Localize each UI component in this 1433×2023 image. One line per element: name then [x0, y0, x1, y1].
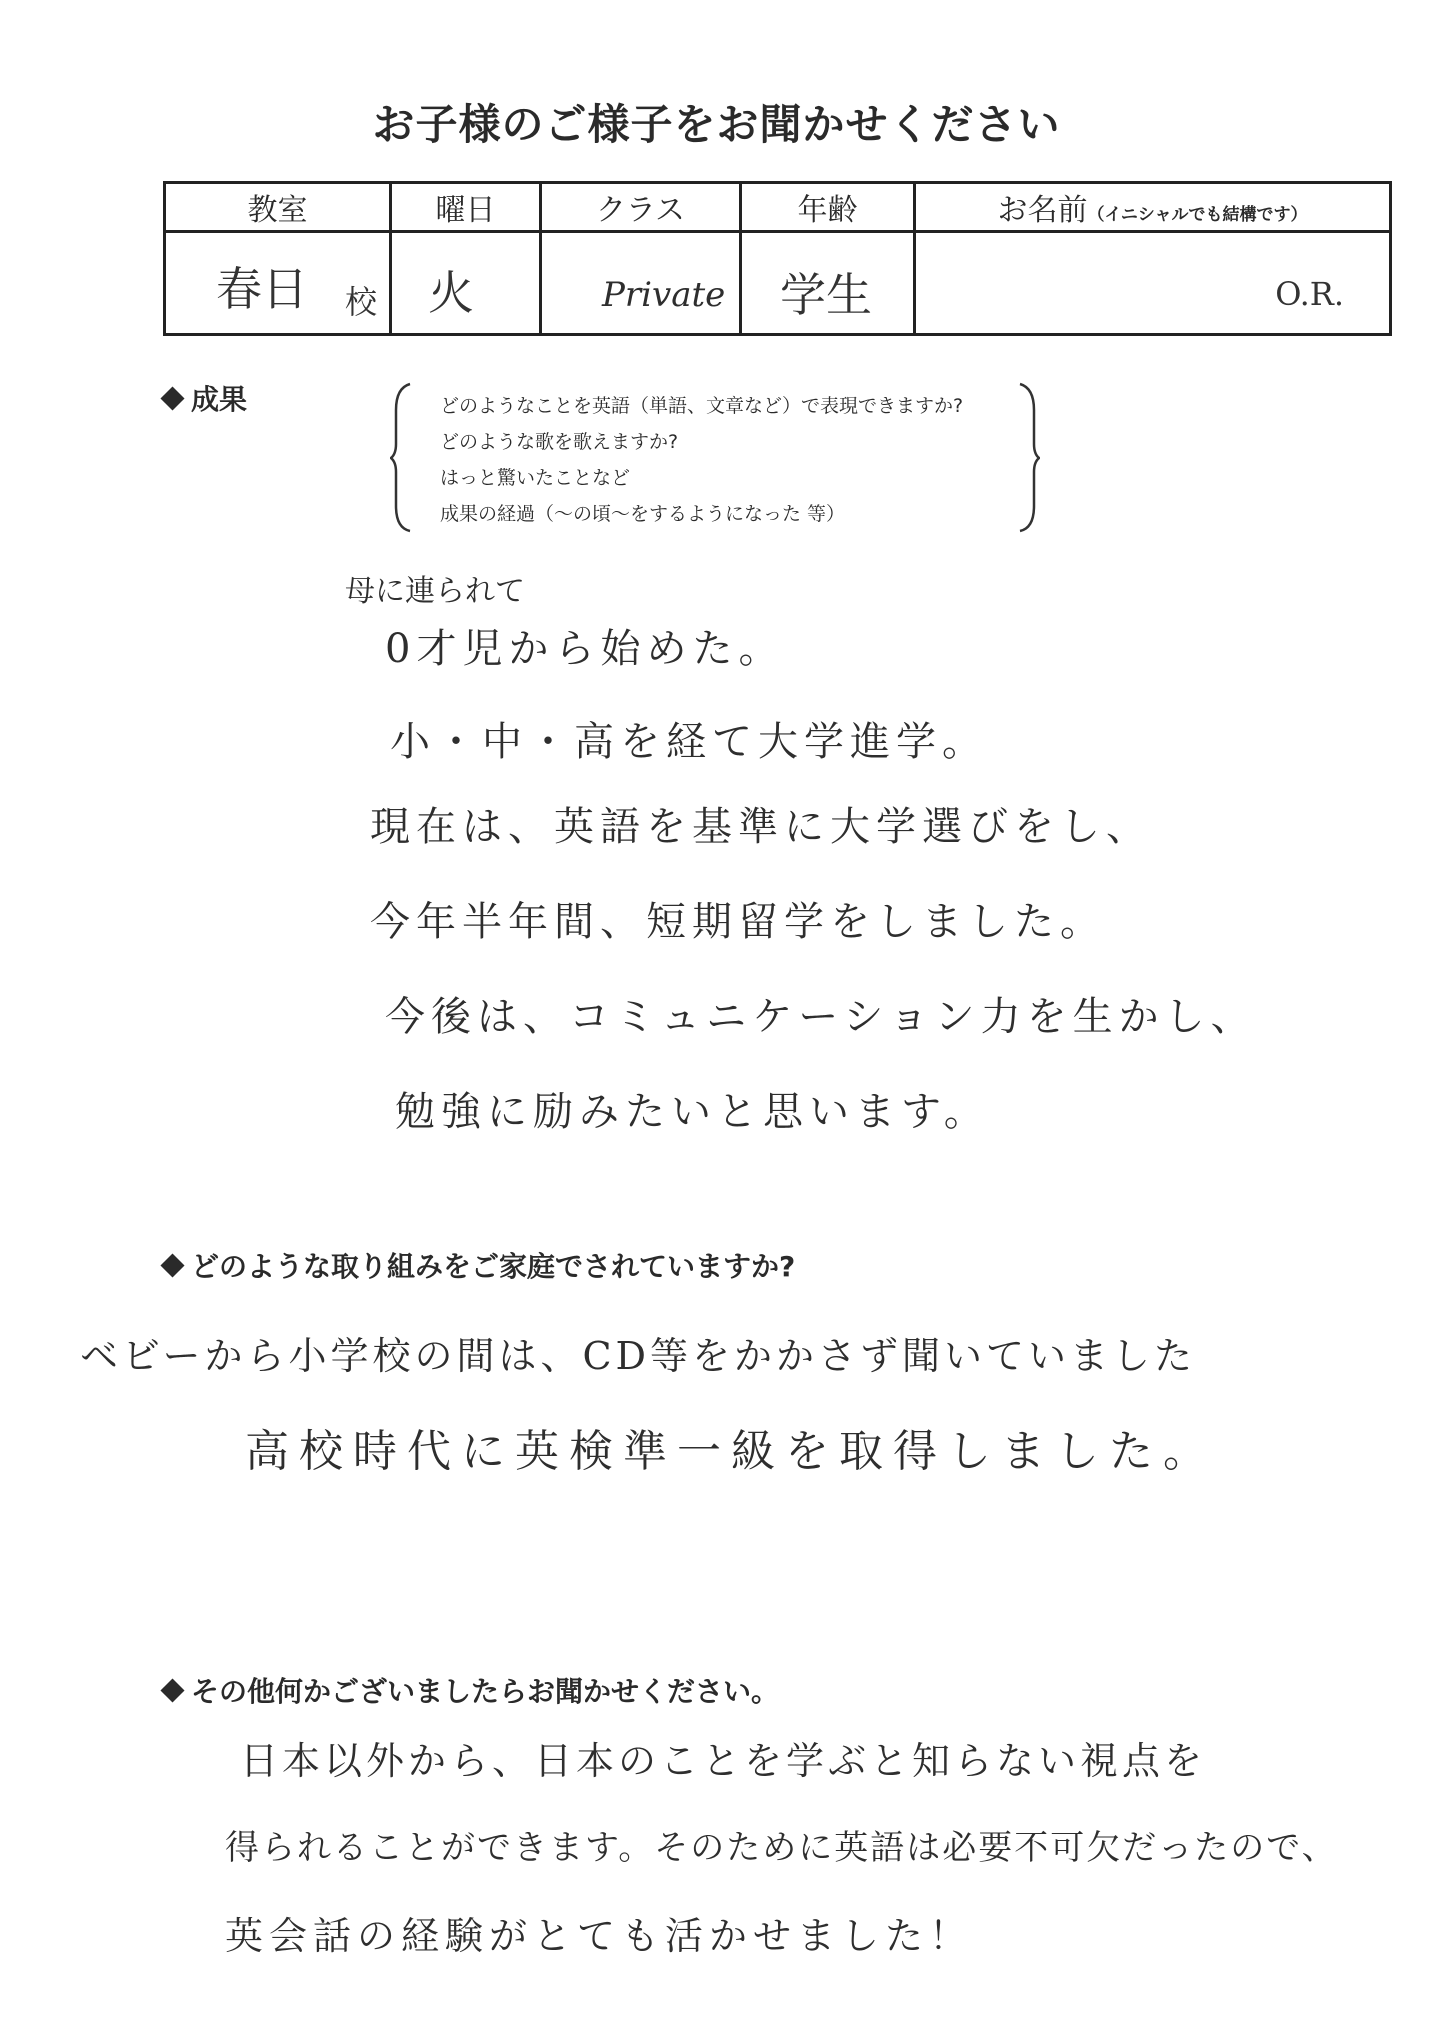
value-class: Private — [602, 275, 726, 315]
results-answer-line: 0才児から始めた。 — [385, 626, 785, 672]
results-prompt-list — [440, 388, 963, 532]
diamond-bullet-icon — [160, 1678, 184, 1702]
other-heading — [160, 1670, 779, 1710]
value-age-cell — [741, 232, 915, 335]
value-name-cell — [915, 232, 1391, 335]
value-age: 学生 — [780, 268, 872, 322]
other-heading-text: その他何かございましたらお聞かせください。 — [191, 1675, 780, 1708]
value-day: 火 — [428, 266, 474, 320]
header-name-label: お名前 — [997, 193, 1088, 228]
prompt-item: どのようなことを英語（単語、文章など）で表現できますか? — [440, 395, 964, 417]
results-answer-line: 今後は、コミュニケーション力を生かし、 — [385, 994, 1257, 1040]
home-answer-line: 高校時代に英検準一級を取得しました。 — [245, 1426, 1217, 1477]
prompt-item: はっと驚いたことなど — [440, 467, 631, 489]
diamond-bullet-icon — [160, 386, 184, 410]
other-answer-line: 英会話の経験がとても活かせました！ — [225, 1914, 974, 1958]
results-answer-line: 今年半年間、短期留学をしました。 — [370, 899, 1106, 945]
value-class-cell — [541, 232, 741, 335]
prompt-item: どのような歌を歌えますか? — [440, 431, 679, 453]
left-brace-icon — [390, 380, 412, 535]
home-heading — [160, 1245, 795, 1285]
header-classroom: 教室 — [165, 183, 391, 232]
home-heading-text: どのような取り組みをご家庭でされていますか? — [191, 1250, 796, 1283]
header-name — [915, 183, 1391, 232]
header-name-note: （イニシャルでも結構です） — [1087, 205, 1308, 225]
results-answer-line: 勉強に励みたいと思います。 — [395, 1089, 990, 1135]
diamond-bullet-icon — [160, 1253, 184, 1277]
other-answer-line: 日本以外から、日本のことを学ぶと知らない視点を — [240, 1739, 1207, 1783]
form-title: お子様のご様子をお聞かせください — [372, 100, 1061, 149]
results-heading — [160, 378, 247, 418]
home-answer-line: ベビーから小学校の間は、CD等をかかさず聞いていました — [80, 1334, 1197, 1378]
results-heading-text: 成果 — [191, 383, 248, 416]
results-prompt-box — [390, 380, 1040, 535]
header-day: 曜日 — [391, 183, 541, 232]
value-classroom: 春日 — [216, 262, 308, 316]
value-classroom-suffix: 校 — [344, 283, 377, 321]
right-brace-icon — [1018, 380, 1040, 535]
info-table-value-row — [165, 232, 1391, 335]
prompt-item: 成果の経過（～の頃～をするようになった 等） — [440, 503, 846, 525]
other-answer-line: 得られることができます。そのために英語は必要不可欠だったので、 — [225, 1828, 1338, 1868]
results-answer-line: 現在は、英語を基準に大学選びをし、 — [370, 804, 1152, 850]
header-age: 年齢 — [741, 183, 915, 232]
info-table — [163, 181, 1392, 336]
value-day-cell — [391, 232, 541, 335]
header-class: クラス — [541, 183, 741, 232]
info-table-header-row — [165, 183, 1391, 232]
results-answer-line: 小・中・高を経て大学進学。 — [390, 719, 988, 765]
value-classroom-cell — [165, 232, 391, 335]
value-name: O.R. — [1275, 275, 1344, 313]
results-answer-line: 母に連られて — [345, 574, 525, 609]
